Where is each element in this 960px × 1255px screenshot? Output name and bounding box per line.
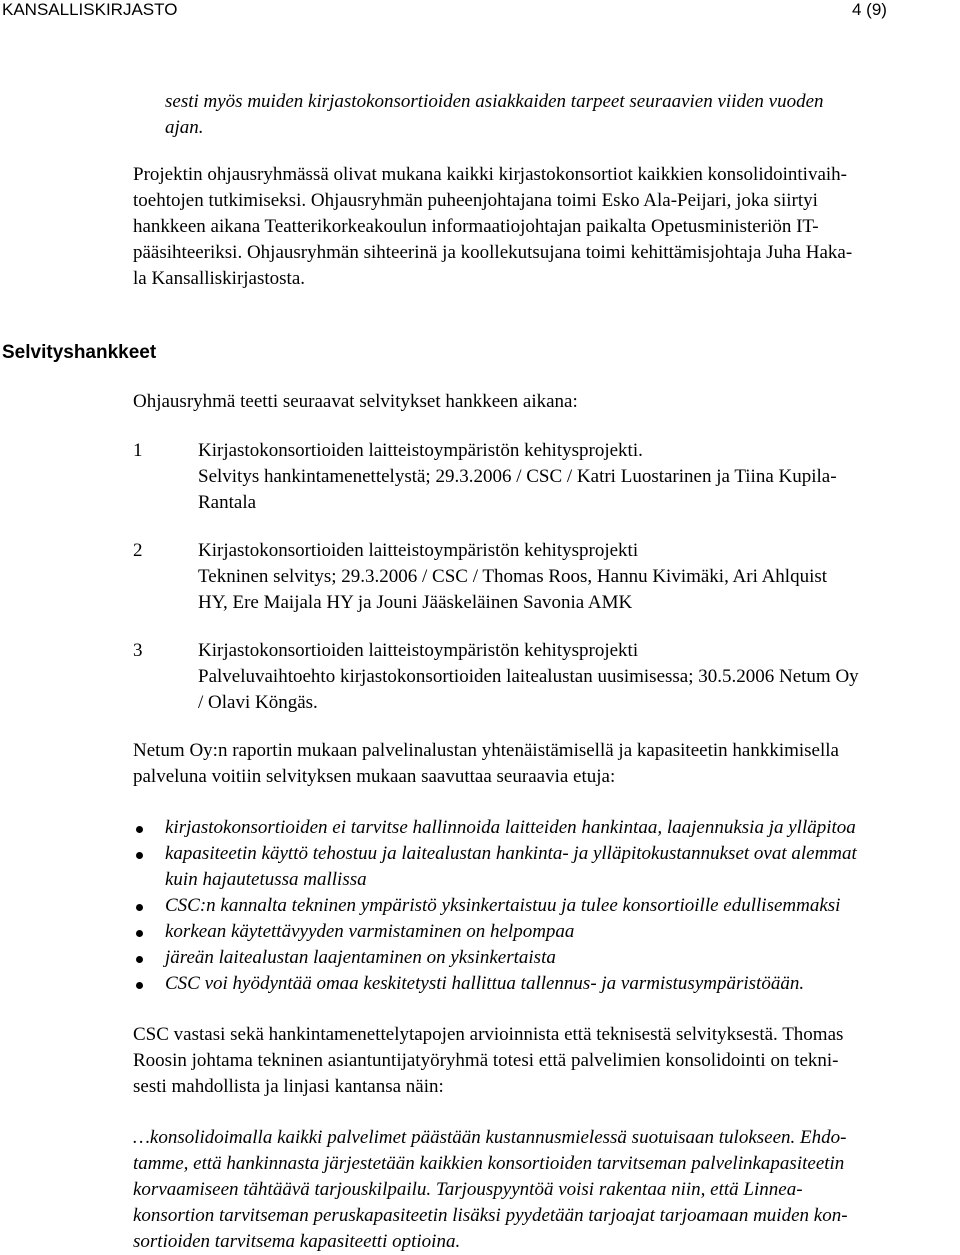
study-line: Tekninen selvitys; 29.3.2006 / CSC / Thomas Roos, Hannu Kivimäki, Ari Ahlquist <box>198 566 828 587</box>
paragraph-line: CSC vastasi sekä hankintamenettelytapojen arvioinnista että teknisestä selvityksestä. Thomas <box>133 1024 844 1045</box>
paragraph-line: toehtojen tutkimiseksi. Ohjausryhmän puheenjohtajana toimi Esko Ala-Peijari, joka siirtyi <box>133 190 818 211</box>
bullet-icon <box>136 930 143 937</box>
study-number: 1 <box>133 440 143 461</box>
study-number: 3 <box>133 640 143 661</box>
bullet-text: järeän laitealustan laajentaminen on yksinkertaista <box>165 947 556 968</box>
study-line: Selvitys hankintamenettelystä; 29.3.2006 / CSC / Katri Luostarinen ja Tiina Kupila- <box>198 466 837 487</box>
study-line: Kirjastokonsortioiden laitteistoympäristön kehitysprojekti <box>198 540 639 561</box>
quote-line: …konsolidoimalla kaikki palvelimet päästään kustannusmielessä suotuisaan tulokseen. Ehdo- <box>133 1127 847 1148</box>
bullet-text: kapasiteetin käyttö tehostuu ja laitealustan hankinta- ja ylläpitokustannukset ovat alemmat <box>165 843 857 864</box>
paragraph-line: la Kansalliskirjastosta. <box>133 268 306 289</box>
intro-line: ajan. <box>165 117 204 138</box>
study-line: Kirjastokonsortioiden laitteistoympäristön kehitysprojekti <box>198 640 639 661</box>
paragraph-line: sesti mahdollista ja linjasi kantansa näin: <box>133 1076 444 1097</box>
bullet-icon <box>136 826 143 833</box>
paragraph-line: Projektin ohjausryhmässä olivat mukana kaikki kirjastokonsortiot kaikkien konsolidointivaih- <box>133 164 847 185</box>
study-line: Kirjastokonsortioiden laitteistoympäristön kehitysprojekti. <box>198 440 643 461</box>
bullet-icon <box>136 982 143 989</box>
study-line: Rantala <box>198 492 257 513</box>
quote-line: konsortion tarvitseman peruskapasiteetin lisäksi pyydetään tarjoajat tarjoamaan muiden kon- <box>133 1205 848 1226</box>
bullet-icon <box>136 852 143 859</box>
bullet-icon <box>136 904 143 911</box>
intro-line: sesti myös muiden kirjastokonsortioiden asiakkaiden tarpeet seuraavien viiden vuoden <box>165 91 824 112</box>
paragraph-line: hankkeen aikana Teatterikorkeakoulun informaatiojohtajan paikalta Opetusministeriön IT- <box>133 216 819 237</box>
paragraph-line: Ohjausryhmä teetti seuraavat selvitykset hankkeen aikana: <box>133 391 578 412</box>
quote-line: tamme, että hankinnasta järjestetään kaikkien konsortioiden tarvitseman palvelinkapasiteetin <box>133 1153 845 1174</box>
bullet-icon <box>136 956 143 963</box>
quote-line: sortioiden tarvitsema kapasiteetti optioina. <box>133 1231 461 1252</box>
paragraph-line: Netum Oy:n raportin mukaan palvelinalustan yhtenäistämisellä ja kapasiteetin hankkimisella <box>133 740 839 761</box>
study-number: 2 <box>133 540 143 561</box>
study-line: Palveluvaihtoehto kirjastokonsortioiden laitealustan uusimisessa; 30.5.2006 Netum Oy <box>198 666 859 687</box>
bullet-text: CSC:n kannalta tekninen ympäristö yksinkertaistuu ja tulee konsortioille edullisemmaksi <box>165 895 841 916</box>
study-line: HY, Ere Maijala HY ja Jouni Jääskeläinen Savonia AMK <box>198 592 633 613</box>
quote-line: korvaamiseen tähtäävä tarjouskilpailu. Tarjouspyyntöä voisi rakentaa niin, että Linnea- <box>133 1179 803 1200</box>
bullet-text: korkean käytettävyyden varmistaminen on helpompaa <box>165 921 575 942</box>
paragraph-line: Roosin johtama tekninen asiantuntijatyöryhmä totesi että palvelimien konsolidointi on tekni- <box>133 1050 839 1071</box>
study-line: / Olavi Köngäs. <box>198 692 318 713</box>
section-heading: Selvityshankkeet <box>2 342 157 363</box>
document-header-title: KANSALLISKIRJASTO <box>2 0 178 19</box>
bullet-text: kuin hajautetussa mallissa <box>165 869 367 890</box>
bullet-text: kirjastokonsortioiden ei tarvitse hallinnoida laitteiden hankintaa, laajennuksia ja ylläpitoa <box>165 817 856 838</box>
paragraph-line: palveluna voitiin selvityksen mukaan saavuttaa seuraavia etuja: <box>133 766 616 787</box>
page-number: 4 (9) <box>852 0 887 19</box>
bullet-text: CSC voi hyödyntää omaa keskitetysti hallittua tallennus- ja varmistusympäristöään. <box>165 973 805 994</box>
paragraph-line: pääsihteeriksi. Ohjausryhmän sihteerinä ja koollekutsujana toimi kehittämisjohtaja Juha Haka- <box>133 242 853 263</box>
